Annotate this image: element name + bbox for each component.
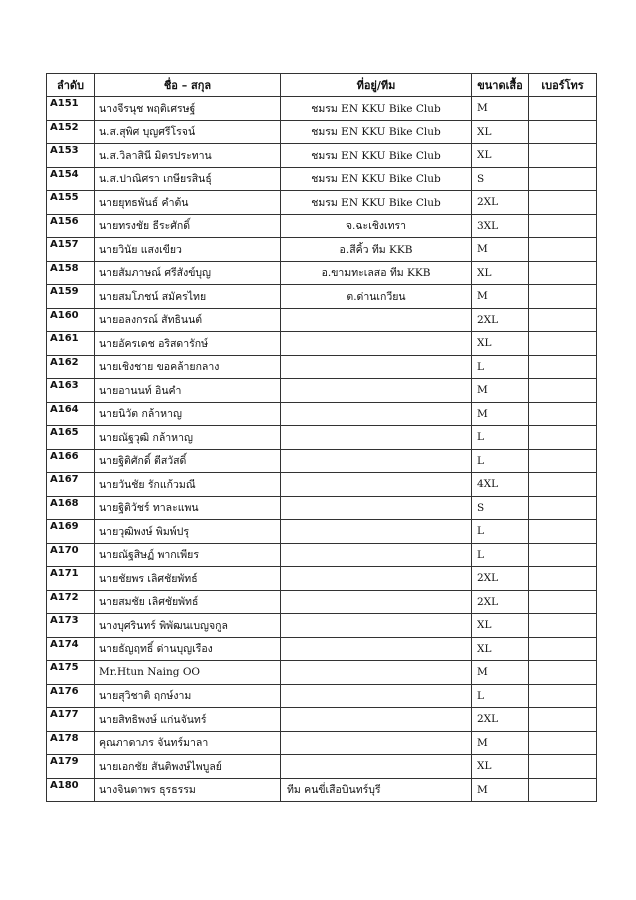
cell-phone [529, 355, 597, 379]
table-row [47, 402, 597, 426]
cell-shirt-size: XL [472, 261, 529, 285]
cell-order: A164 [47, 402, 95, 426]
cell-phone [529, 449, 597, 473]
cell-order: A165 [47, 426, 95, 450]
cell-phone [529, 731, 597, 755]
cell-shirt-size: M [472, 238, 529, 262]
column-header-order: ลำดับ [47, 74, 95, 97]
table-row [47, 449, 597, 473]
cell-order: A178 [47, 731, 95, 755]
column-header-shirt-size: ขนาดเสื้อ [472, 74, 529, 97]
cell-name: นายเชิงชาย ขอคล้ายกลาง [95, 355, 281, 379]
cell-phone [529, 778, 597, 802]
table-row [47, 97, 597, 121]
cell-order: A166 [47, 449, 95, 473]
cell-phone [529, 708, 597, 732]
cell-order: A160 [47, 308, 95, 332]
cell-order: A152 [47, 120, 95, 144]
cell-name: นายยุทธพันธ์ คำต้น [95, 191, 281, 215]
cell-order: A151 [47, 97, 95, 121]
cell-shirt-size: M [472, 97, 529, 121]
cell-address [281, 308, 472, 332]
cell-order: A169 [47, 520, 95, 544]
cell-address: จ.ฉะเชิงเทรา [281, 214, 472, 238]
cell-shirt-size: L [472, 355, 529, 379]
table-row [47, 379, 597, 403]
cell-order: A174 [47, 637, 95, 661]
cell-name: นายอานนท์ อินคำ [95, 379, 281, 403]
cell-shirt-size: L [472, 449, 529, 473]
cell-name: นางบุศรินทร์ พิพัฒนเบญจกูล [95, 614, 281, 638]
cell-name: น.ส.ปาณิศรา เกษียรสินธุ์ [95, 167, 281, 191]
table-row [47, 590, 597, 614]
cell-address [281, 590, 472, 614]
cell-shirt-size: L [472, 543, 529, 567]
cell-phone [529, 308, 597, 332]
table-row [47, 144, 597, 168]
cell-address: ชมรม EN KKU Bike Club [281, 97, 472, 121]
cell-shirt-size: 2XL [472, 708, 529, 732]
table-body [47, 97, 597, 802]
table-row [47, 755, 597, 779]
cell-phone [529, 379, 597, 403]
cell-shirt-size: L [472, 520, 529, 544]
cell-phone [529, 614, 597, 638]
cell-address [281, 708, 472, 732]
cell-order: A167 [47, 473, 95, 497]
cell-phone [529, 543, 597, 567]
cell-name: นายสมชัย เลิศชัยพัทธ์ [95, 590, 281, 614]
cell-phone [529, 261, 597, 285]
cell-shirt-size: M [472, 778, 529, 802]
table-row [47, 731, 597, 755]
cell-address: ทีม คนขี่เสือบินทร์บุรี [281, 778, 472, 802]
cell-shirt-size: S [472, 496, 529, 520]
cell-phone [529, 520, 597, 544]
cell-address [281, 684, 472, 708]
table-row [47, 661, 597, 685]
cell-name: นายธัญฤทธิ์ ด่านบุญเรือง [95, 637, 281, 661]
cell-phone [529, 637, 597, 661]
table-row [47, 332, 597, 356]
cell-shirt-size: 3XL [472, 214, 529, 238]
cell-name: นายฐิติศักดิ์ ตีสวัสดิ์ [95, 449, 281, 473]
cell-address [281, 614, 472, 638]
cell-name: นายวันชัย รักแก้วมณี [95, 473, 281, 497]
cell-order: A162 [47, 355, 95, 379]
cell-shirt-size: 2XL [472, 308, 529, 332]
cell-name: นายสิทธิพงษ์ แก่นจันทร์ [95, 708, 281, 732]
cell-phone [529, 120, 597, 144]
table-row [47, 614, 597, 638]
cell-phone [529, 567, 597, 591]
table-row [47, 167, 597, 191]
table-row [47, 238, 597, 262]
table-row [47, 473, 597, 497]
cell-order: A173 [47, 614, 95, 638]
cell-order: A161 [47, 332, 95, 356]
cell-name: นายสุวิชาติ ฤกษ์งาม [95, 684, 281, 708]
cell-phone [529, 214, 597, 238]
cell-address [281, 543, 472, 567]
table-row [47, 520, 597, 544]
cell-shirt-size: L [472, 684, 529, 708]
cell-name: นายเอกชัย สันติพงษ์ไพบูลย์ [95, 755, 281, 779]
cell-address [281, 402, 472, 426]
cell-name: นายทรงชัย ธีระศักดิ์ [95, 214, 281, 238]
table-row [47, 567, 597, 591]
cell-shirt-size: M [472, 285, 529, 309]
cell-shirt-size: 4XL [472, 473, 529, 497]
cell-address: ต.ด่านเกวียน [281, 285, 472, 309]
cell-name: นายชัยพร เลิศชัยพัทธ์ [95, 567, 281, 591]
cell-name: น.ส.สุพิศ บุญศรีโรจน์ [95, 120, 281, 144]
cell-shirt-size: M [472, 379, 529, 403]
cell-order: A168 [47, 496, 95, 520]
cell-address: อ.สีคิ้ว ทีม KKB [281, 238, 472, 262]
cell-address: ชมรม EN KKU Bike Club [281, 144, 472, 168]
cell-address: ชมรม EN KKU Bike Club [281, 167, 472, 191]
cell-name: นายสมโภชน์ สมัครไทย [95, 285, 281, 309]
cell-address [281, 731, 472, 755]
table-row [47, 285, 597, 309]
table-row [47, 684, 597, 708]
cell-name: นางจินดาพร ธุรธรรม [95, 778, 281, 802]
cell-shirt-size: XL [472, 755, 529, 779]
participant-table [46, 73, 597, 802]
table-row [47, 708, 597, 732]
cell-address: ชมรม EN KKU Bike Club [281, 191, 472, 215]
cell-name: นายฐิติวัชร์ ทาละแพน [95, 496, 281, 520]
cell-order: A159 [47, 285, 95, 309]
cell-shirt-size: XL [472, 637, 529, 661]
cell-name: นายวินัย แสงเขียว [95, 238, 281, 262]
cell-order: A163 [47, 379, 95, 403]
cell-shirt-size: 2XL [472, 590, 529, 614]
cell-phone [529, 661, 597, 685]
cell-phone [529, 426, 597, 450]
cell-shirt-size: XL [472, 120, 529, 144]
cell-order: A177 [47, 708, 95, 732]
cell-shirt-size: M [472, 661, 529, 685]
cell-address [281, 755, 472, 779]
cell-phone [529, 167, 597, 191]
table-row [47, 308, 597, 332]
cell-name: นายนิวัต กล้าหาญ [95, 402, 281, 426]
table-row [47, 355, 597, 379]
cell-phone [529, 590, 597, 614]
cell-order: A154 [47, 167, 95, 191]
cell-name: คุณภาดาภร จันทร์มาลา [95, 731, 281, 755]
cell-order: A156 [47, 214, 95, 238]
cell-phone [529, 402, 597, 426]
cell-phone [529, 97, 597, 121]
cell-address [281, 661, 472, 685]
cell-shirt-size: 2XL [472, 567, 529, 591]
cell-order: A158 [47, 261, 95, 285]
cell-name: นางจีรนุช พฤติเศรษฐ์ [95, 97, 281, 121]
cell-order: A172 [47, 590, 95, 614]
cell-order: A157 [47, 238, 95, 262]
cell-address [281, 567, 472, 591]
cell-order: A175 [47, 661, 95, 685]
cell-shirt-size: XL [472, 144, 529, 168]
cell-order: A171 [47, 567, 95, 591]
cell-shirt-size: M [472, 731, 529, 755]
cell-address [281, 520, 472, 544]
cell-phone [529, 473, 597, 497]
table-header-row [47, 74, 597, 97]
cell-order: A179 [47, 755, 95, 779]
table-row [47, 261, 597, 285]
column-header-name: ชื่อ – สกุล [95, 74, 281, 97]
cell-name: นายณัฐวุฒิ กล้าหาญ [95, 426, 281, 450]
table-row [47, 496, 597, 520]
cell-name: นายอลงกรณ์ สัทธินนต์ [95, 308, 281, 332]
table-row [47, 120, 597, 144]
cell-name: Mr.Htun Naing OO [95, 661, 281, 685]
cell-name: นายณัฐสิษฏ์ พากเพียร [95, 543, 281, 567]
cell-name: นายอัครเดช อริสดารักษ์ [95, 332, 281, 356]
cell-shirt-size: 2XL [472, 191, 529, 215]
cell-phone [529, 755, 597, 779]
cell-name: นายสัมภาษณ์ ศรีสังข์บุญ [95, 261, 281, 285]
cell-order: A155 [47, 191, 95, 215]
cell-address [281, 379, 472, 403]
cell-address [281, 449, 472, 473]
cell-address [281, 332, 472, 356]
cell-address [281, 496, 472, 520]
cell-address: อ.ขามทะเลสอ ทีม KKB [281, 261, 472, 285]
table-row [47, 543, 597, 567]
table-row [47, 778, 597, 802]
cell-phone [529, 684, 597, 708]
cell-address [281, 426, 472, 450]
cell-address [281, 637, 472, 661]
cell-phone [529, 285, 597, 309]
cell-name: น.ส.วิลาสินี มิตรประทาน [95, 144, 281, 168]
cell-shirt-size: S [472, 167, 529, 191]
cell-address: ชมรม EN KKU Bike Club [281, 120, 472, 144]
cell-shirt-size: M [472, 402, 529, 426]
cell-phone [529, 496, 597, 520]
table-row [47, 426, 597, 450]
cell-shirt-size: L [472, 426, 529, 450]
cell-address [281, 473, 472, 497]
cell-address [281, 355, 472, 379]
cell-order: A153 [47, 144, 95, 168]
cell-order: A170 [47, 543, 95, 567]
table-row [47, 214, 597, 238]
cell-phone [529, 144, 597, 168]
cell-order: A180 [47, 778, 95, 802]
cell-shirt-size: XL [472, 332, 529, 356]
table-row [47, 637, 597, 661]
table-row [47, 191, 597, 215]
column-header-phone: เบอร์โทร [529, 74, 597, 97]
column-header-address: ที่อยู่/ทีม [281, 74, 472, 97]
cell-phone [529, 238, 597, 262]
cell-phone [529, 191, 597, 215]
cell-order: A176 [47, 684, 95, 708]
cell-shirt-size: XL [472, 614, 529, 638]
cell-phone [529, 332, 597, 356]
cell-name: นายวุฒิพงษ์ พิมพ์ปรุ [95, 520, 281, 544]
